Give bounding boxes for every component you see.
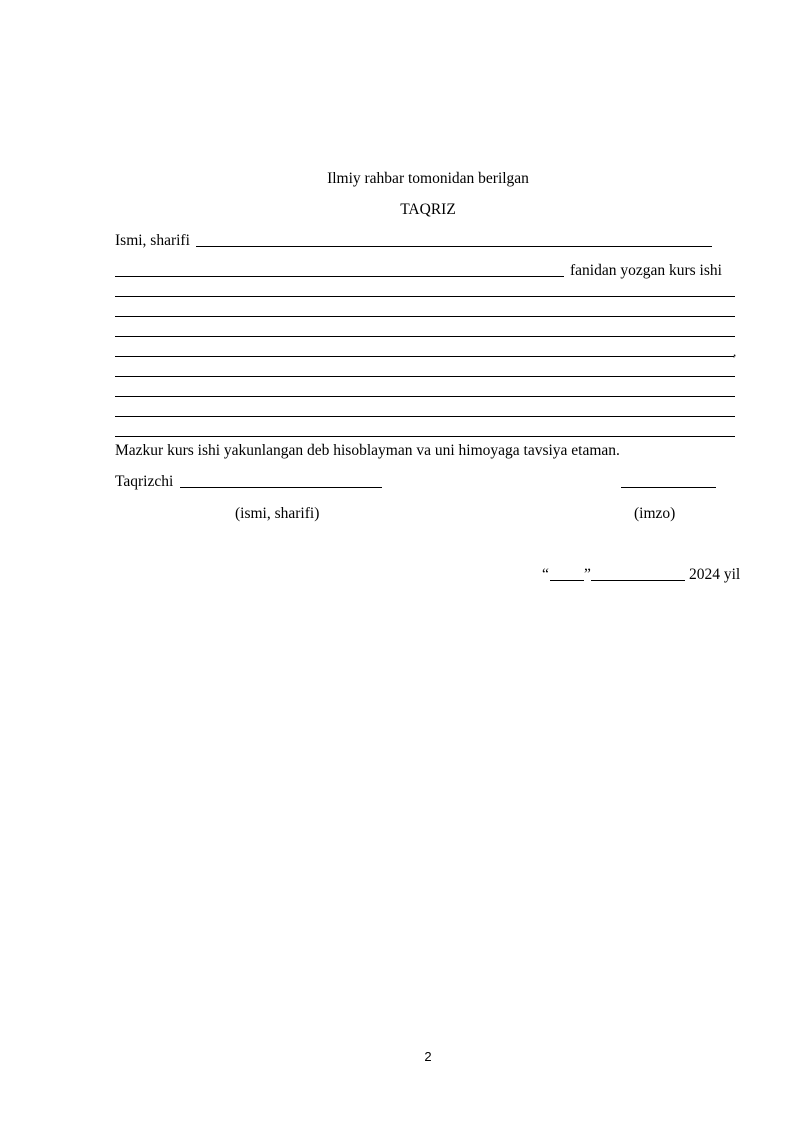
name-label: Ismi, sharifi (115, 232, 190, 249)
review-line (115, 356, 734, 357)
reviewer-name-line (180, 487, 382, 488)
date-open-quote: “ (542, 566, 549, 583)
signature-line (621, 487, 716, 488)
month-fill-line (591, 580, 685, 581)
heading-title: TAQRIZ (400, 201, 456, 218)
heading-subtitle: Ilmiy rahbar tomonidan berilgan (327, 170, 529, 187)
name-caption: (ismi, sharifi) (235, 505, 320, 522)
review-line (115, 296, 735, 297)
page-number: 2 (424, 1049, 432, 1064)
conclusion-text: Mazkur kurs ishi yakunlangan deb hisoblayman va uni himoyaga tavsiya etaman. (115, 442, 620, 459)
date-close-quote: ” (584, 566, 591, 583)
day-fill-line (550, 580, 584, 581)
review-line (115, 396, 735, 397)
review-line (115, 416, 735, 417)
subject-fill-line (115, 276, 564, 277)
name-fill-line (196, 246, 712, 247)
review-line (115, 336, 735, 337)
date-year: 2024 yil (689, 566, 741, 583)
review-line (115, 436, 735, 437)
subject-suffix: fanidan yozgan kurs ishi (570, 262, 722, 279)
review-line (115, 376, 735, 377)
review-line (115, 316, 735, 317)
comma-mark: , (733, 344, 737, 359)
signature-caption: (imzo) (634, 505, 676, 522)
reviewer-label: Taqrizchi (115, 473, 174, 490)
